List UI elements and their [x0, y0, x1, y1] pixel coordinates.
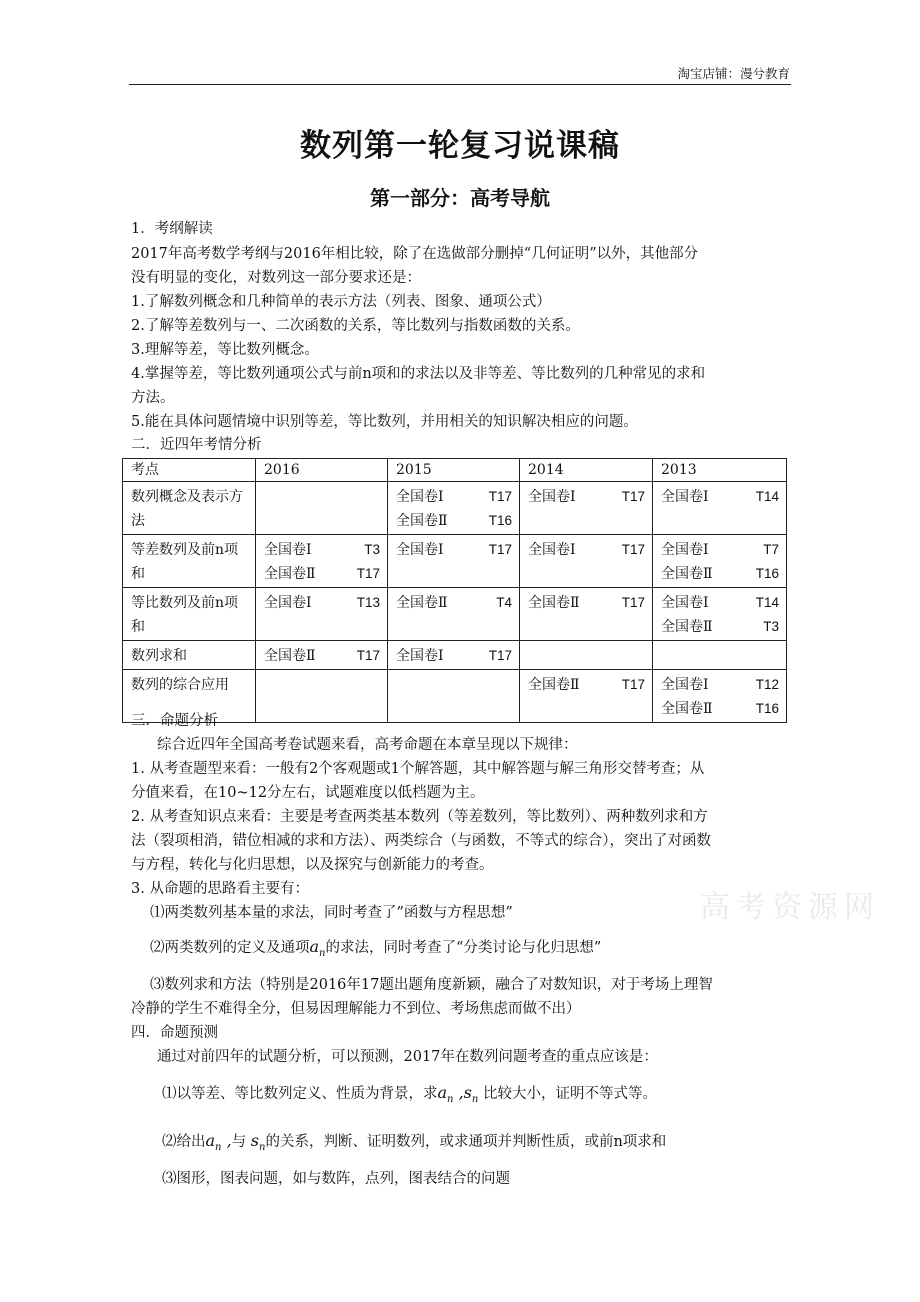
question-number: T12: [755, 677, 779, 692]
paper-name: 全国卷Ⅱ: [396, 513, 448, 529]
exam-entry: [396, 485, 512, 509]
document-title: 数列第一轮复习说课稿: [300, 128, 620, 164]
paper-name: 全国卷Ⅰ: [661, 542, 709, 558]
paper-name: 全国卷Ⅱ: [264, 648, 316, 664]
table-header-cell: 2015: [388, 459, 520, 482]
watermark: 高考资源网: [700, 890, 880, 925]
paper-name: 全国卷Ⅰ: [396, 542, 444, 558]
table-row: [123, 588, 787, 641]
paper-name: 全国卷Ⅰ: [264, 595, 312, 611]
s4-item3: ⑶图形，图表问题，如与数阵，点列，图表结合的问题: [162, 1171, 510, 1187]
header-shop-label: 淘宝店铺：漫兮教育: [677, 66, 790, 81]
paper-name: 全国卷Ⅰ: [528, 489, 576, 505]
exam-entry: [528, 673, 645, 697]
math-a-n-s-n: $a_n$ $,s_n$: [437, 1083, 479, 1106]
s1-item-4-line1: 4.掌握等差，等比数列通项公式与前n项和的求法以及非等差、等比数列的几种常见的求和: [131, 366, 706, 382]
paper-name: 全国卷Ⅱ: [396, 595, 448, 611]
header-rule: [129, 84, 791, 85]
table-row: [123, 670, 787, 723]
question-number: T3: [364, 542, 380, 557]
exam-cell: [388, 482, 520, 535]
question-number: T17: [488, 489, 512, 504]
s2-heading: 二．近四年考情分析: [131, 437, 262, 453]
exam-cell: [520, 482, 653, 535]
exam-entry: [528, 485, 645, 509]
paper-name: 全国卷Ⅱ: [661, 566, 713, 582]
exam-cell: [653, 535, 787, 588]
table-header-row: [123, 459, 787, 482]
exam-cell: [388, 641, 520, 670]
exam-cell: [520, 535, 653, 588]
s1-item-1: 1.了解数列概念和几种简单的表示方法（列表、图象、通项公式）: [131, 294, 551, 310]
exam-cell: [653, 641, 787, 670]
question-number: T17: [488, 648, 512, 663]
exam-entry: [396, 591, 512, 615]
exam-entry: [661, 591, 779, 615]
s4-item1: ⑴以等差、等比数列定义、性质为背景，求$a_n$ $,s_n$ 比较大小，证明不等式等。: [162, 1083, 657, 1106]
exam-cell: [256, 535, 388, 588]
math-s-n: $s_n$: [250, 1131, 266, 1154]
exam-cell: [256, 482, 388, 535]
exam-entry: [661, 673, 779, 697]
exam-cell: [388, 535, 520, 588]
exam-cell: [653, 670, 787, 723]
s3-point2-line3: 与方程，转化与化归思想，以及探究与创新能力的考查。: [131, 857, 494, 873]
topic-cell: 等差数列及前n项和: [123, 535, 256, 588]
exam-cell: [653, 588, 787, 641]
exam-entry: [661, 485, 779, 509]
table-header-cell: 2013: [653, 459, 787, 482]
s1-heading: 1．考纲解读: [131, 221, 213, 237]
exam-entry: [661, 562, 779, 586]
question-number: T7: [763, 542, 779, 557]
question-number: T4: [496, 595, 512, 610]
exam-entry: [528, 591, 645, 615]
paper-name: 全国卷Ⅰ: [396, 489, 444, 505]
paper-name: 全国卷Ⅰ: [264, 542, 312, 558]
exam-cell: [256, 670, 388, 723]
s3-sub3-line1: ⑶数列求和方法（特别是2016年17题出题角度新颖，融合了对数知识，对于考场上理智: [150, 977, 713, 993]
exam-entry: [396, 538, 512, 562]
table-header-cell: 2014: [520, 459, 653, 482]
s1-item-3: 3.理解等差，等比数列概念。: [131, 342, 319, 358]
paper-name: 全国卷Ⅱ: [528, 595, 580, 611]
exam-cell: [388, 670, 520, 723]
exam-entry: [264, 562, 380, 586]
math-a-n: $a_n$ ,: [205, 1131, 232, 1154]
exam-entry: [396, 644, 512, 668]
exam-cell: [653, 482, 787, 535]
question-number: T17: [488, 542, 512, 557]
s3-sub2: ⑵两类数列的定义及通项$a_n$的求法，同时考查了“分类讨论与化归思想”: [150, 937, 602, 960]
paper-name: 全国卷Ⅰ: [661, 489, 709, 505]
exam-analysis-table: [122, 458, 787, 723]
table-row: [123, 641, 787, 670]
exam-cell: [520, 641, 653, 670]
paper-name: 全国卷Ⅰ: [661, 677, 709, 693]
s3-point2-line2: 法（裂项相消，错位相减的求和方法）、两类综合（与函数，不等式的综合），突出了对函数: [131, 833, 711, 849]
exam-entry: [661, 615, 779, 639]
s3-heading: 三．命题分析: [131, 713, 218, 729]
exam-cell: [256, 641, 388, 670]
question-number: T14: [755, 595, 779, 610]
question-number: T13: [356, 595, 380, 610]
question-number: T17: [356, 648, 380, 663]
s1-item-5: 5.能在具体问题情境中识别等差，等比数列，并用相关的知识解决相应的问题。: [131, 414, 638, 430]
topic-cell: 等比数列及前n项和: [123, 588, 256, 641]
exam-entry: [661, 697, 779, 721]
exam-cell: [520, 670, 653, 723]
s3-point3: 3. 从命题的思路看主要有：: [131, 881, 309, 897]
exam-cell: [388, 588, 520, 641]
topic-cell: 数列概念及表示方法: [123, 482, 256, 535]
math-a-n: $a_n$: [309, 937, 326, 960]
s1-para-line2: 没有明显的变化，对数列这一部分要求还是：: [131, 270, 421, 286]
question-number: T16: [755, 566, 779, 581]
paper-name: 全国卷Ⅱ: [661, 701, 713, 717]
paper-name: 全国卷Ⅰ: [396, 648, 444, 664]
question-number: T17: [621, 489, 645, 504]
exam-entry: [528, 538, 645, 562]
table-row: [123, 535, 787, 588]
exam-entry: [264, 591, 380, 615]
exam-entry: [661, 538, 779, 562]
s3-point1-line2: 分值来看，在10~12分左右，试题难度以低档题为主。: [131, 785, 485, 801]
paper-name: 全国卷Ⅰ: [528, 542, 576, 558]
s3-sub1: ⑴两类数列基本量的求法，同时考查了”函数与方程思想”: [150, 905, 513, 921]
topic-cell: 数列求和: [123, 641, 256, 670]
exam-entry: [264, 644, 380, 668]
paper-name: 全国卷Ⅰ: [661, 595, 709, 611]
s3-point2-line1: 2. 从考查知识点来看：主要是考查两类基本数列（等差数列，等比数列）、两种数列求和方: [131, 809, 708, 825]
s4-item2: ⑵给出$a_n$ ,与 $s_n$的关系，判断、证明数列，或求通项并判断性质，或前n项求和: [162, 1131, 667, 1154]
paper-name: 全国卷Ⅱ: [264, 566, 316, 582]
s3-sub3-line2: 冷静的学生不难得全分，但易因理解能力不到位、考场焦虑而做不出）: [131, 1001, 581, 1017]
exam-cell: [520, 588, 653, 641]
question-number: T17: [356, 566, 380, 581]
topic-cell: 数列的综合应用: [123, 670, 256, 723]
s4-intro: 通过对前四年的试题分析，可以预测，2017年在数列问题考查的重点应该是：: [157, 1049, 658, 1065]
question-number: T3: [763, 619, 779, 634]
question-number: T16: [755, 701, 779, 716]
s1-para-line1: 2017年高考数学考纲与2016年相比较，除了在选做部分删掉“几何证明”以外，其他部分: [131, 246, 699, 262]
table-header-cell: 考点: [123, 459, 256, 482]
exam-entry: [396, 509, 512, 533]
question-number: T17: [621, 542, 645, 557]
question-number: T17: [621, 677, 645, 692]
paper-name: 全国卷Ⅱ: [528, 677, 580, 693]
s3-point1-line1: 1. 从考查题型来看：一般有2个客观题或1个解答题，其中解答题与解三角形交替考查；从: [131, 761, 705, 777]
question-number: T14: [755, 489, 779, 504]
exam-cell: [256, 588, 388, 641]
section-subtitle: 第一部分：高考导航: [370, 186, 550, 210]
s4-heading: 四．命题预测: [131, 1025, 218, 1041]
s3-intro: 综合近四年全国高考卷试题来看，高考命题在本章呈现以下规律：: [157, 737, 578, 753]
paper-name: 全国卷Ⅱ: [661, 619, 713, 635]
s1-item-2: 2.了解等差数列与一、二次函数的关系，等比数列与指数函数的关系。: [131, 318, 580, 334]
table-header-cell: 2016: [256, 459, 388, 482]
table-row: [123, 482, 787, 535]
question-number: T17: [621, 595, 645, 610]
question-number: T16: [488, 513, 512, 528]
s1-item-4-line2: 方法。: [131, 390, 175, 406]
exam-entry: [264, 538, 380, 562]
